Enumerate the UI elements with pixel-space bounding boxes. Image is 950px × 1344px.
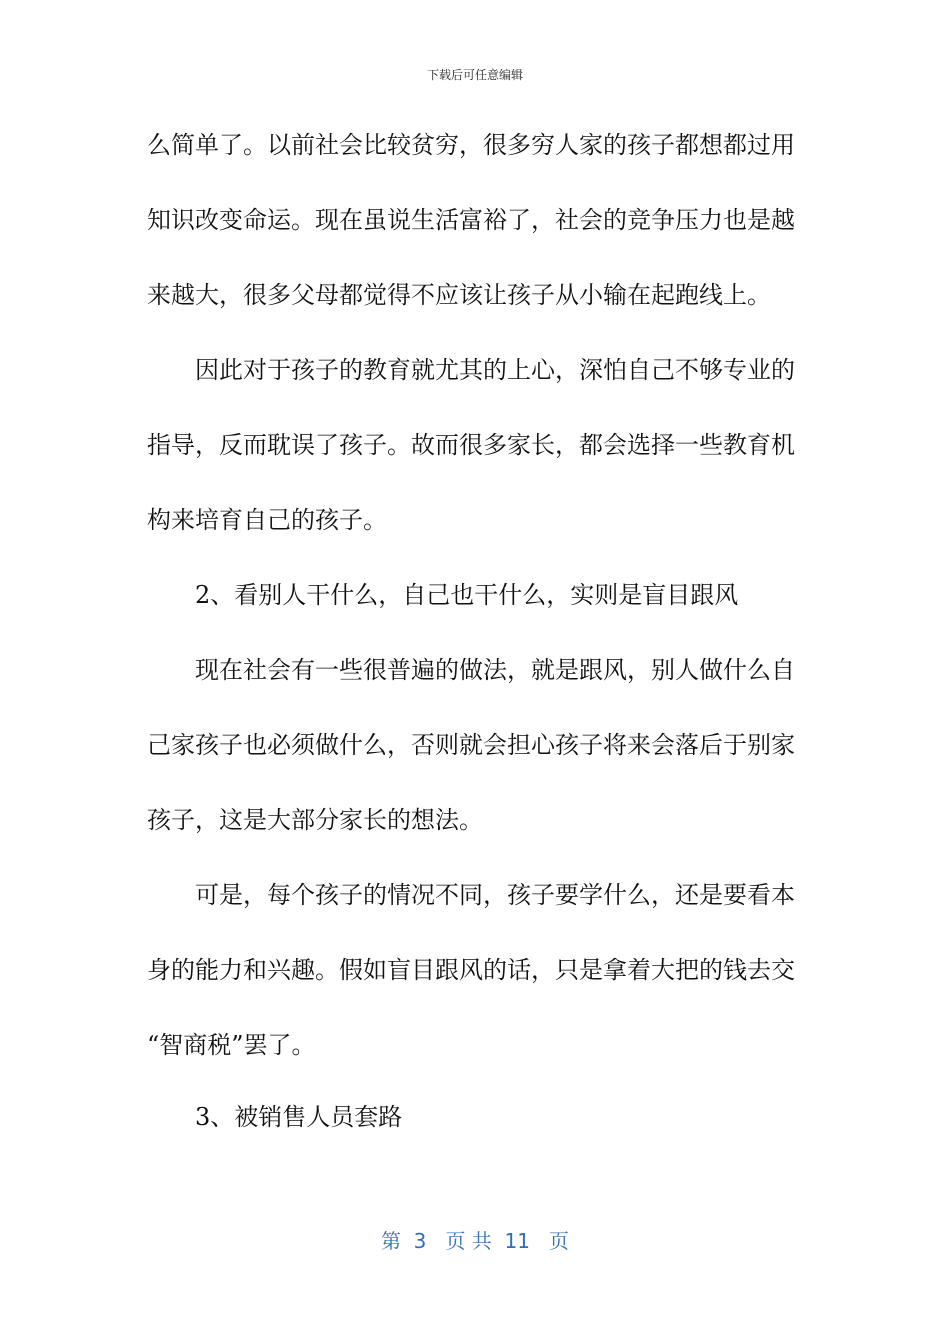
paragraph-first-line: 现在社会有一些很普遍的做法，就是跟风，别人做什么自 <box>195 656 795 684</box>
section-heading: 3、被销售人员套路 <box>195 1103 403 1131</box>
body-line: 知识改变命运。现在虽说生活富裕了，社会的竞争压力也是越 <box>147 206 795 234</box>
body-line: 孩子，这是大部分家长的想法。 <box>147 806 483 834</box>
page-header: 下载后可任意编辑 <box>426 68 523 82</box>
body-line: “智商税”罢了。 <box>147 1031 316 1059</box>
paragraph-first-line: 可是，每个孩子的情况不同，孩子要学什么，还是要看本 <box>195 881 795 909</box>
body-line: 么简单了。以前社会比较贫穷，很多穷人家的孩子都想都过用 <box>147 131 795 159</box>
body-line: 指导，反而耽误了孩子。故而很多家长，都会选择一些教育机 <box>147 431 795 459</box>
body-line: 构来培育自己的孩子。 <box>147 506 387 534</box>
section-heading: 2、看别人干什么，自己也干什么，实则是盲目跟风 <box>195 581 739 609</box>
paragraph-first-line: 因此对于孩子的教育就尤其的上心，深怕自己不够专业的 <box>195 356 795 384</box>
body-line: 己家孩子也必须做什么，否则就会担心孩子将来会落后于别家 <box>147 731 795 759</box>
body-line: 身的能力和兴趣。假如盲目跟风的话，只是拿着大把的钱去交 <box>147 956 795 984</box>
page-number-footer: 第 3 页 共 11 页 <box>380 1229 570 1253</box>
body-line: 来越大，很多父母都觉得不应该让孩子从小输在起跑线上。 <box>147 281 771 309</box>
